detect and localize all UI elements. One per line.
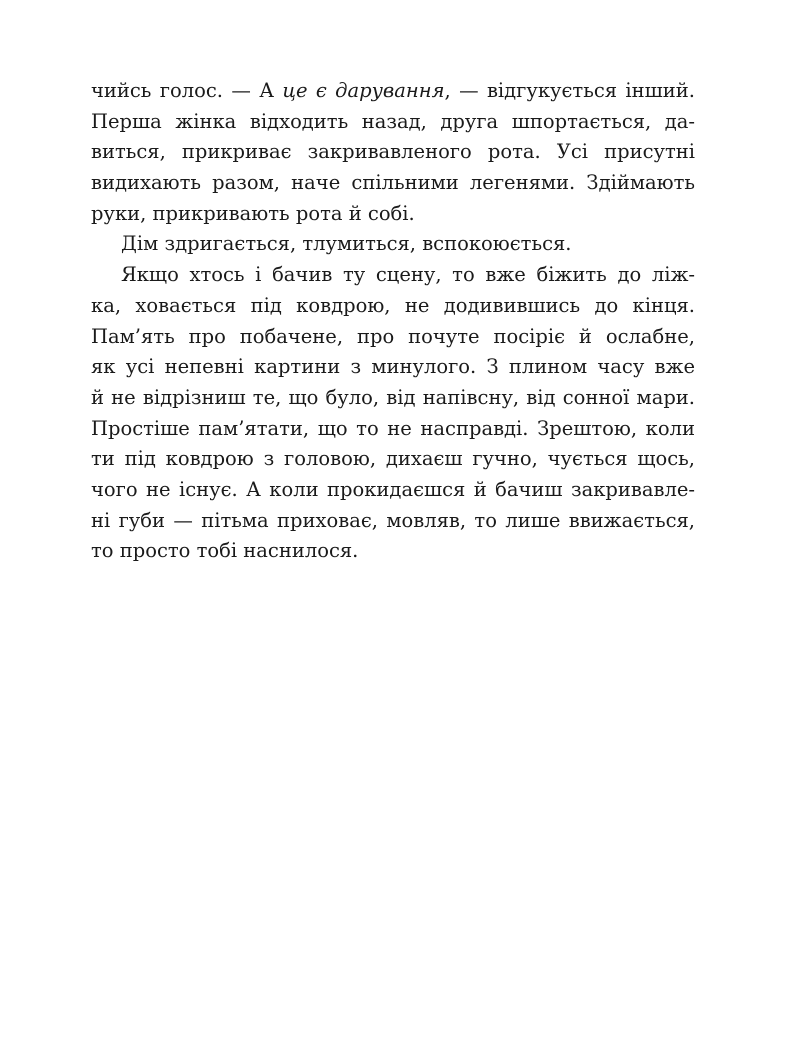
- text-line-9: Пам’ять про побачене, про почуте посіріє й ослабне,: [91, 324, 695, 348]
- text-segment: , — відгукується інший.: [444, 79, 695, 102]
- text-line-2: Перша жінка відходить назад, друга шпортається, да-: [91, 109, 695, 133]
- text-line-6: Дім здригається, тлумиться, вспокоюється.: [121, 232, 572, 256]
- text-line-13: ти під ковдрою з головою, дихаєш гучно, чується щось,: [91, 447, 695, 471]
- italic-segment: це є дарування: [282, 79, 445, 102]
- body-text: [91, 76, 695, 567]
- text-line-1: [91, 76, 695, 107]
- text-line-10: як усі непевні картини з минулого. З плином часу вже: [91, 355, 695, 379]
- text-line-8: ка, ховається під ковдрою, не додивившись до кінця.: [91, 293, 695, 317]
- text-line-14: чого не існує. А коли прокидаєшся й бачиш закривавле-: [91, 477, 695, 501]
- text-segment: чийсь голос. — А: [91, 79, 283, 102]
- text-line-4: видихають разом, наче спільними легенями. Здіймають: [91, 171, 695, 195]
- text-line-3: виться, прикриває закривавленого рота. Усі присутні: [91, 140, 695, 164]
- text-line-5: руки, прикривають рота й собі.: [91, 201, 415, 225]
- text-line-11: й не відрізниш те, що було, від напівсну, від сонної мари.: [91, 385, 695, 409]
- text-line-15: ні губи — пітьма приховає, мовляв, то лише ввижається,: [91, 508, 695, 532]
- text-line-16: то просто тобі наснилося.: [91, 539, 359, 563]
- text-line-7: Якщо хтось і бачив ту сцену, то вже біжить до ліж-: [121, 263, 695, 287]
- text-line-12: Простіше пам’ятати, що то не насправді. Зрештою, коли: [91, 416, 695, 440]
